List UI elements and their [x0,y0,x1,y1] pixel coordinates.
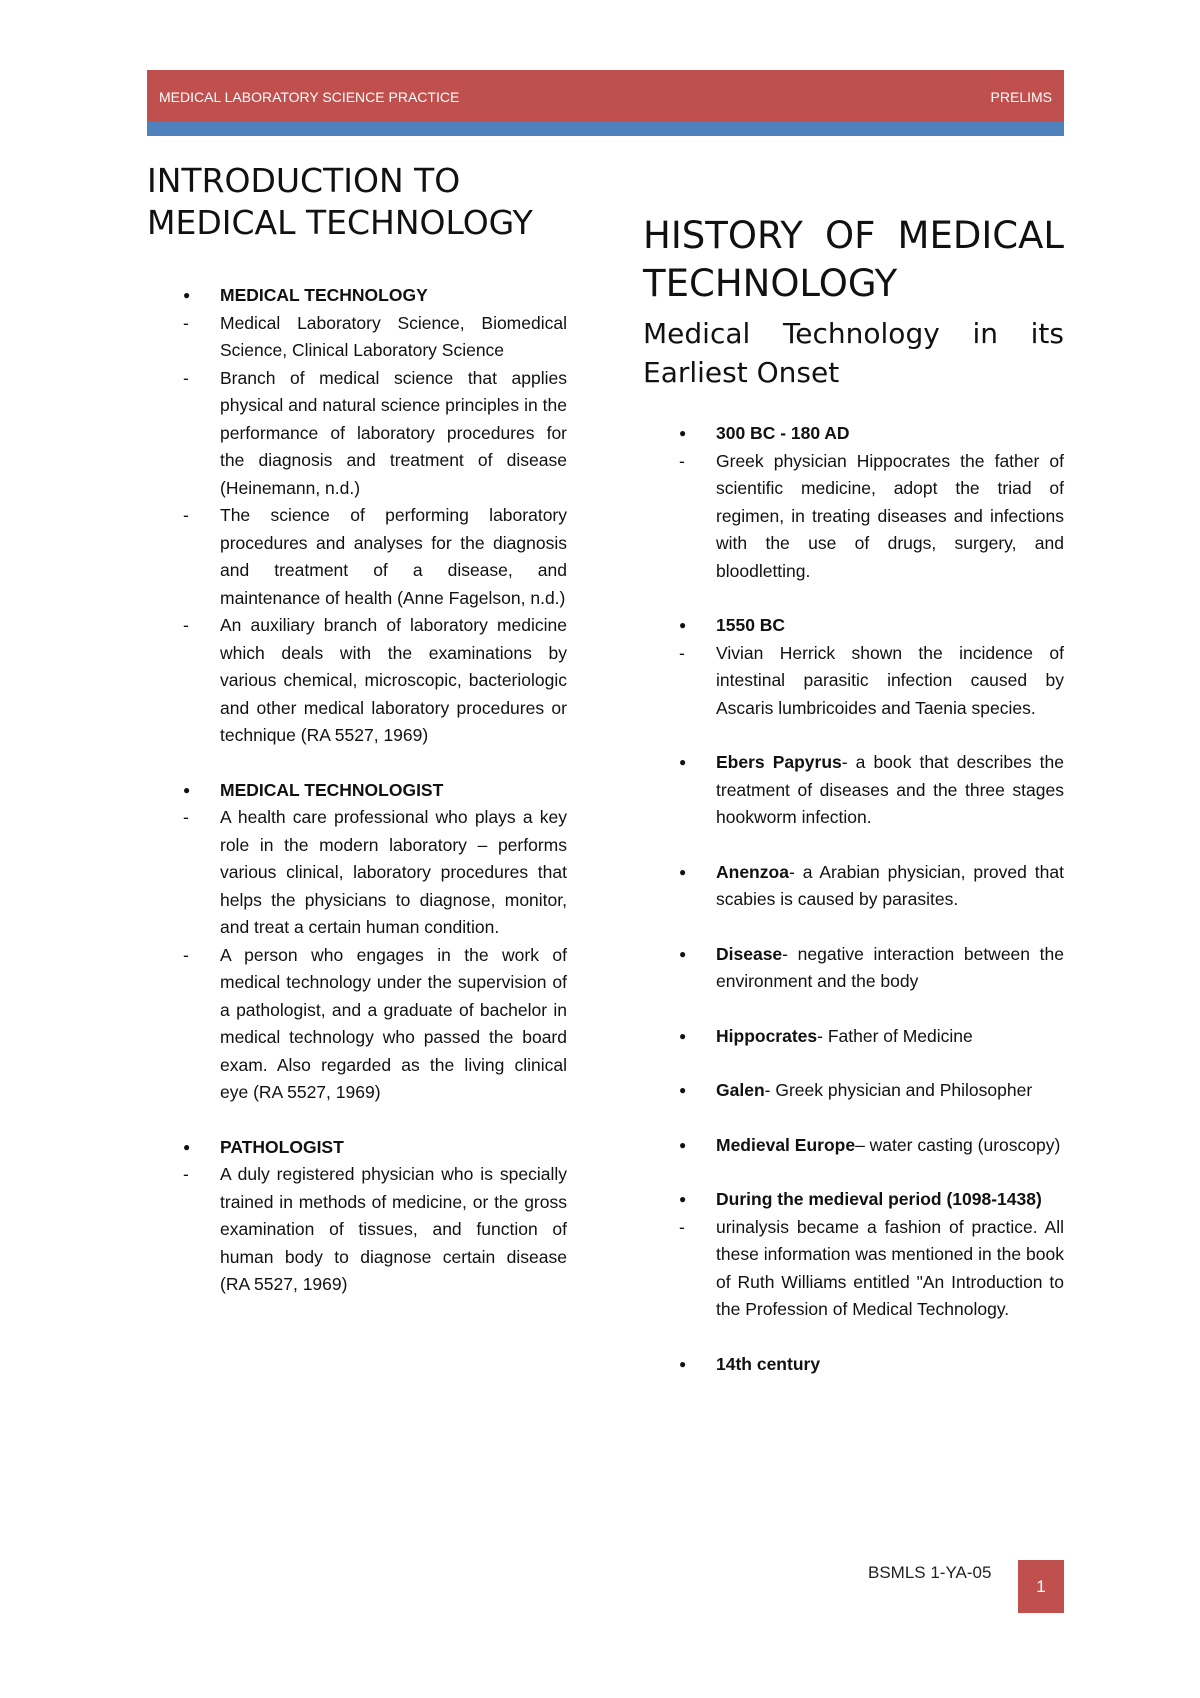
dash-icon: - [183,1164,189,1184]
bullet-line: ● 300 BC - 180 AD [643,420,1064,448]
history-list [643,420,1064,1378]
dash-item: - Greek physician Hippocrates the father of scientific medicine, adopt the triad of regimen, in treating diseases and infections with the use of drugs, surgery, and bloodletting. [643,448,1064,586]
bullet-icon: ● [679,618,687,632]
bullet-line: ● Anenzoa- a Arabian physician, proved that scabies is caused by parasites. [643,859,1064,914]
bullet-icon: ● [679,1137,687,1152]
bullet-icon: ● [679,946,687,961]
dash-icon: - [183,505,189,525]
dash-item: - Medical Laboratory Science, Biomedical Science, Clinical Laboratory Science [147,310,567,365]
dash-icon: - [183,807,189,827]
dash-icon: - [679,642,685,663]
dash-item: - Vivian Herrick shown the incidence of intestinal parasitic infection caused by Ascaris lumbricoides and Taenia species. [643,640,1064,723]
history-entry [643,859,1064,914]
bullet-icon: ● [679,755,687,769]
bullet-line: ● Hippocrates- Father of Medicine [643,1023,1064,1051]
history-entry [643,612,1064,722]
section-medical-technologist [147,777,567,1107]
section-pathologist [147,1134,567,1299]
header-bar [147,70,1064,122]
header-accent-bar [147,122,1064,136]
course-code: BSMLS 1-YA-05 [868,1563,992,1582]
bullet-line: ● 1550 BC [643,612,1064,640]
term-label: PRELIMS [990,89,1052,105]
dash-icon: - [183,312,189,333]
page-number: 1 [1018,1560,1064,1613]
section-medical-technology [147,282,567,750]
history-entry [643,1077,1064,1105]
dash-item: - A health care professional who plays a key role in the modern laboratory – performs various clinical, laboratory procedures that helps the physicians to diagnose, monitor, and treat a certain human condition. [147,804,567,942]
bullet-icon: ● [679,864,687,879]
history-subtitle: Medical Technology in its Earliest Onset [643,317,1064,389]
bullet-line: ● Medieval Europe– water casting (uroscopy) [643,1132,1064,1160]
bullet-icon: ● [679,1192,687,1206]
bullet-icon: ● [679,1028,687,1043]
bullet-line: ● 14th century [643,1351,1064,1379]
bullet-heading: ● PATHOLOGIST [147,1134,567,1162]
history-entry [643,941,1064,996]
bullet-icon: ● [679,426,687,440]
dash-icon: - [183,367,189,388]
left-column [147,160,567,1299]
bullet-icon: ● [679,1356,687,1371]
bullet-icon: ● [183,288,191,302]
bullet-line: ● During the medieval period (1098-1438) [643,1186,1064,1214]
bullet-icon: ● [183,1139,191,1154]
dash-item: - A duly registered physician who is specially trained in methods of medicine, or the gross examination of tissues, and function of human body to diagnose certain disease (RA 5527, 1969) [147,1161,567,1299]
right-column [643,212,1064,1378]
history-entry [643,1132,1064,1160]
dash-item: - An auxiliary branch of laboratory medicine which deals with the examinations by various chemical, microscopic, bacteriologic and other medical laboratory procedures or technique (RA 5527, 1969) [147,612,567,750]
bullet-line: ● Galen- Greek physician and Philosopher [643,1077,1064,1105]
dash-icon: - [679,1216,685,1237]
intro-title: INTRODUCTION TO MEDICAL TECHNOLOGY [147,161,533,242]
bullet-line: ● Disease- negative interaction between the environment and the body [643,941,1064,996]
bullet-icon: ● [679,1083,687,1097]
history-entry [643,420,1064,585]
history-entry [643,749,1064,832]
bullet-line: ● Ebers Papyrus- a book that describes the treatment of diseases and the three stages hookworm infection. [643,749,1064,832]
bullet-icon: ● [183,782,191,797]
dash-icon: - [183,944,189,965]
bullet-heading: ● MEDICAL TECHNOLOGIST [147,777,567,805]
bullet-heading: ● MEDICAL TECHNOLOGY [147,282,567,310]
dash-item: - The science of performing laboratory procedures and analyses for the diagnosis and treatment of a disease, and maintenance of health (Anne Fagelson, n.d.) [147,502,567,612]
history-title: HISTORY OF MEDICAL TECHNOLOGY [643,214,1064,305]
dash-icon: - [183,615,189,635]
history-entry [643,1023,1064,1051]
dash-item: - A person who engages in the work of medical technology under the supervision of a pathologist, and a graduate of bachelor in medical technology who passed the board exam. Also regarded as the living clinical eye (RA 5527, 1969) [147,942,567,1107]
history-entry [643,1186,1064,1324]
dash-item: - Branch of medical science that applies physical and natural science principles in the performance of laboratory procedures for the diagnosis and treatment of disease (Heinemann, n.d.) [147,365,567,503]
course-title: MEDICAL LABORATORY SCIENCE PRACTICE [159,89,460,105]
history-entry [643,1351,1064,1379]
dash-item: - urinalysis became a fashion of practice. All these information was mentioned in the book of Ruth Williams entitled "An Introduction to the Profession of Medical Technology. [643,1214,1064,1324]
dash-icon: - [679,450,685,471]
